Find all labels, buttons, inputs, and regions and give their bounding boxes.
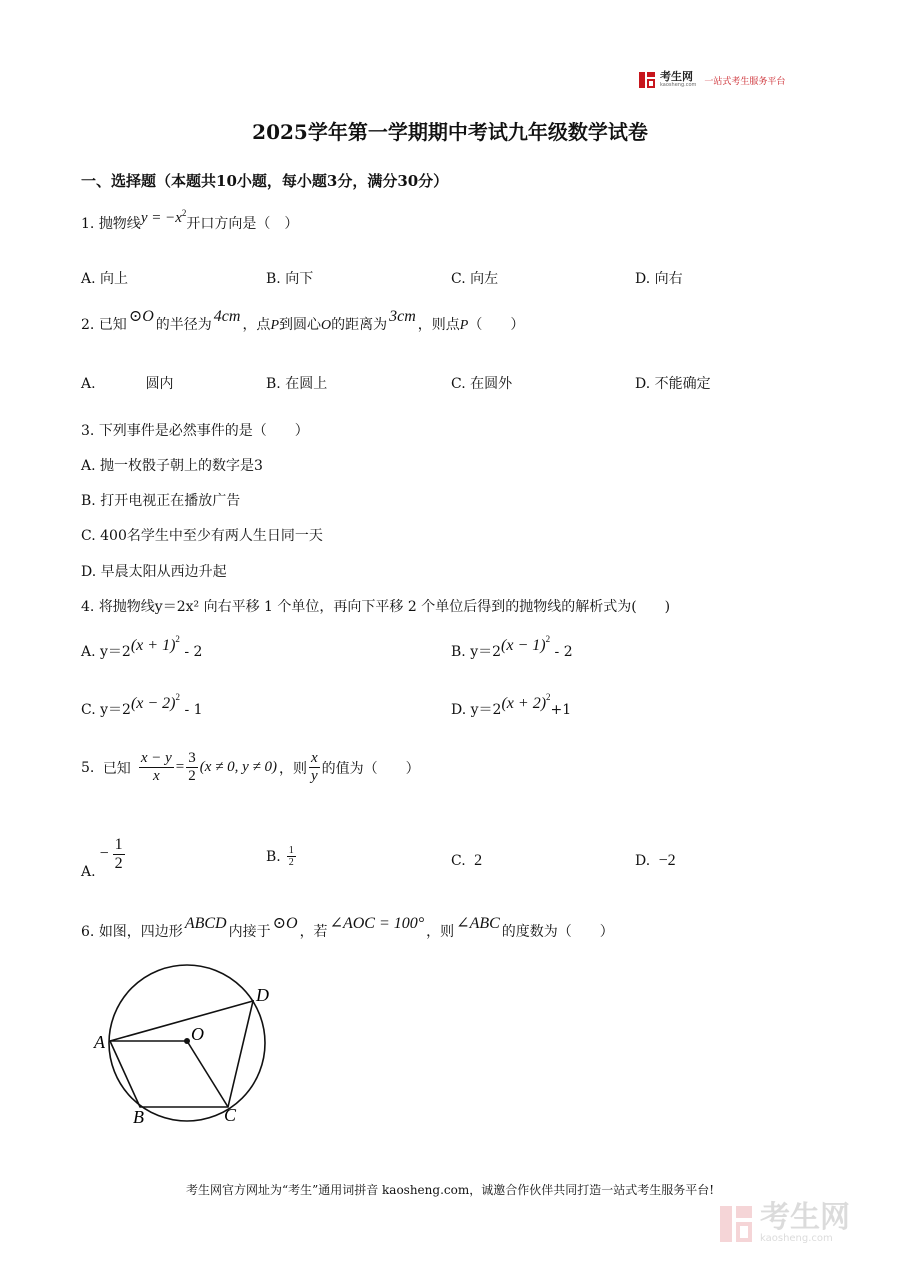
- logo-slogan: 一站式考生服务平台: [704, 76, 786, 87]
- question-6: 6. 如图，四边形 ABCD 内接于 ⊙O ，若 ∠AOC = 100° ，则 ∠ABC 的度数为（ ）: [81, 915, 614, 940]
- question-5: 5. 已知 $\frac{x - y}{x}$ = $\frac{3}{2}$ (x ≠ 0, y ≠ 0) ，则 $\frac{x}{y}$ 的值为（ ）: [81, 750, 420, 784]
- page-title: 2025学年第一学期期中考试九年级数学试卷: [252, 120, 648, 144]
- section-heading: 一、选择题（本题共10小题，每小题3分，满分30分）: [81, 172, 449, 190]
- q2-option-d[interactable]: D. 不能确定: [635, 376, 711, 392]
- question-3: 3. 下列事件是必然事件的是（ ）: [81, 423, 309, 439]
- watermark: [718, 1200, 850, 1244]
- q1-option-d[interactable]: D. 向右: [635, 271, 683, 287]
- footer-text: 考生网官方网址为“考生”通用词拼音 kaosheng.com，诚邀合作伙伴共同打造一站式考生服务平台!: [185, 1183, 715, 1197]
- logo-name: 考生网: [660, 70, 693, 83]
- watermark-logo-icon: [718, 1204, 754, 1244]
- watermark-url: kaosheng.com: [760, 1233, 833, 1244]
- q3-option-a[interactable]: A. 抛一枚骰子朝上的数字是3: [81, 458, 263, 474]
- q4-option-a[interactable]: A. $y=2(x + 1)^2 - 2$: [81, 634, 203, 660]
- quadrilateral-abcd: [110, 1001, 253, 1107]
- q3-option-b[interactable]: B. 打开电视正在播放广告: [81, 493, 241, 509]
- q6-geometry-figure: [90, 955, 280, 1135]
- segment-oc: [187, 1041, 228, 1107]
- q1-option-a[interactable]: A. 向上: [81, 271, 129, 287]
- q3-option-d[interactable]: D. 早晨太阳从西边升起: [81, 564, 227, 580]
- q5-option-d[interactable]: D. −2: [635, 852, 676, 869]
- question-2: 2. 已知 ⊙O 的半径为 4cm ，点P到圆心O的距离为 3cm ，则点P（ ）: [81, 308, 525, 333]
- q3-option-c[interactable]: C. 400名学生中至少有两人生日同一天: [81, 528, 323, 544]
- label-b: B: [133, 1107, 144, 1127]
- q2-option-a[interactable]: A. 圆内: [81, 376, 174, 392]
- q2-option-b[interactable]: B. 在圆上: [266, 376, 328, 392]
- q4-option-c[interactable]: C. $y=2(x - 2)^2 - 1$: [81, 692, 203, 718]
- kaosheng-logo-icon: [638, 71, 656, 89]
- q4-option-d[interactable]: D. $y=2(x + 2)^2+1$: [451, 692, 572, 718]
- logo-url: kaosheng.com: [660, 82, 697, 88]
- q1-option-c[interactable]: C. 向左: [451, 271, 499, 287]
- q1-option-b[interactable]: B. 向下: [266, 271, 314, 287]
- question-1: 1. 抛物线$y = -x^2$开口方向是（ ）: [81, 208, 299, 232]
- q2-option-c[interactable]: C. 在圆外: [451, 376, 513, 392]
- question-4: 4. 将抛物线y＝2x² 向右平移 1 个单位，再向下平移 2 个单位后得到的抛物线的解析式为( ): [81, 599, 671, 615]
- label-c: C: [224, 1105, 237, 1125]
- q5-option-a[interactable]: A. − $\frac{1}{2}$: [81, 835, 123, 880]
- header-logo: [638, 71, 785, 89]
- center-point-o: [184, 1038, 190, 1044]
- q5-option-b[interactable]: B. $\frac{1}{2}$: [266, 845, 294, 868]
- label-o: O: [191, 1024, 204, 1044]
- label-a: A: [94, 1032, 105, 1052]
- q4-option-b[interactable]: B. $y=2(x - 1)^2 - 2$: [451, 634, 573, 660]
- watermark-name: 考生网: [760, 1200, 850, 1235]
- q5-option-c[interactable]: C. 2: [451, 852, 483, 869]
- label-d: D: [256, 985, 269, 1005]
